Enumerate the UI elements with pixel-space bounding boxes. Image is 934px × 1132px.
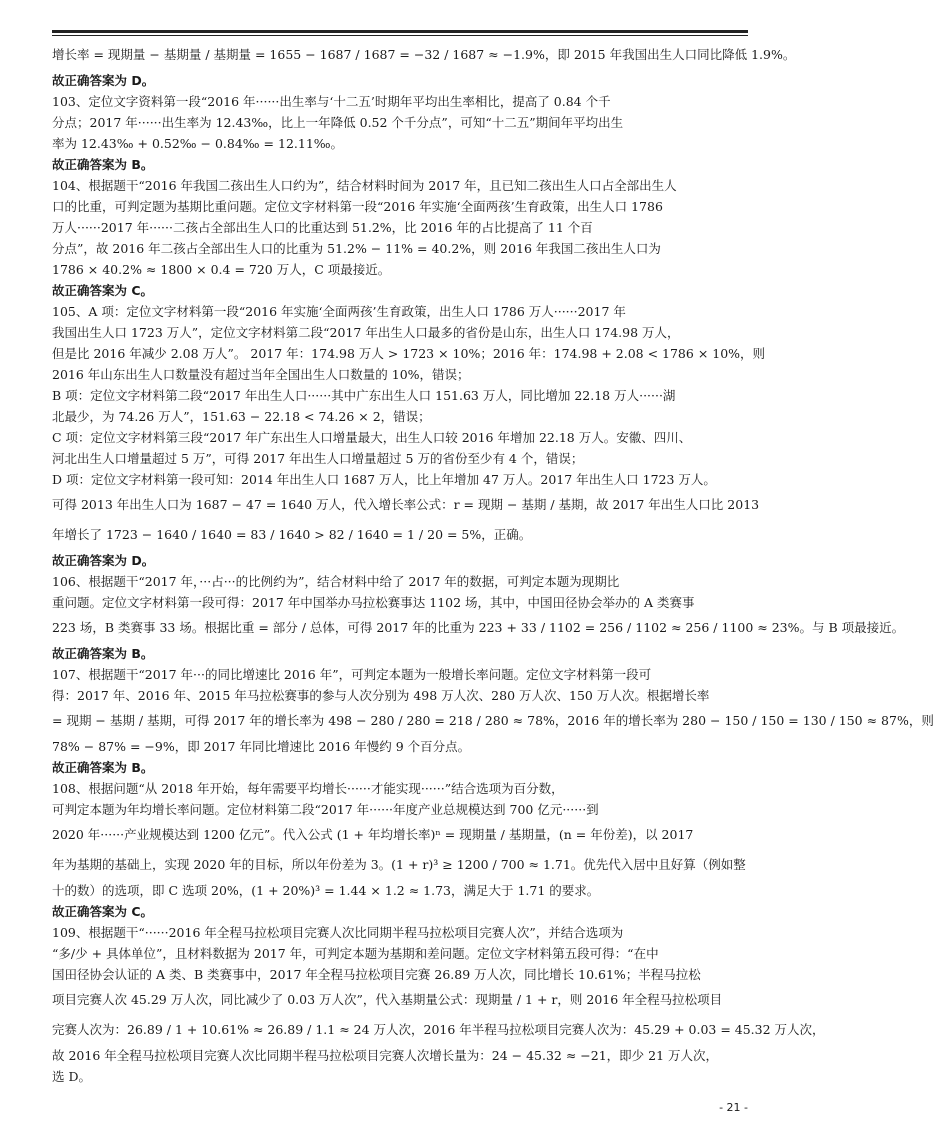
text-line: “多/少 + 具体单位”，且材料数据为 2017 年，可判定本题为基期和差问题。定位文字材料第五段可得：“在中 [52,946,659,961]
page-number: - 21 - [719,1101,748,1114]
formula-line: 增长率 = 现期量 − 基期量 / 基期量 = 1655 − 1687 / 1687 = −32 / 1687 ≈ −1.9%，即 2015 年我国出生人口同比降低 1.9%。 [52,47,796,62]
formula-line: 223 场，B 类赛事 33 场。根据比重 = 部分 / 总体，可得 2017 年的比重为 223 + 33 / 1102 = 256 / 1102 ≈ 256 / 1100 ≈ 23%。与 B 项最接近。 [52,620,905,635]
text-line: 但是比 2016 年减少 2.08 万人”。 2017 年：174.98 万人 > 1723 × 10%；2016 年：174.98 + 2.08 < 1786 × 10%，则 [52,346,766,361]
formula-line: 年为基期的基础上，实现 2020 年的目标，所以年份差为 3。(1 + r)³ ≥ 1200 / 700 ≈ 1.71。优先代入居中且好算（例如整 [52,857,746,872]
text-line: 我国出生人口 1723 万人”，定位文字材料第二段“2017 年出生人口最多的省份是山东，出生人口 174.98 万人， [52,325,680,340]
text-line: 1786 × 40.2% ≈ 1800 × 0.4 = 720 万人，C 项最接近。 [52,262,391,277]
text-line: 103、定位文字资料第一段“2016 年······出生率与‘十二五’时期年平均出生率相比，提高了 0.84 个千 [52,94,611,109]
answer-line: 故正确答案为 C。 [52,283,154,298]
text-line: 故 2016 年全程马拉松项目完赛人次比同期半程马拉松项目完赛人次增长量为：24 − 45.32 ≈ −21，即少 21 万人次， [52,1048,719,1063]
answer-line: 故正确答案为 B。 [52,760,154,775]
formula-line: 年增长了 1723 − 1640 / 1640 = 83 / 1640 > 82 / 1640 = 1 / 20 = 5%，正确。 [52,527,532,542]
text-line: 108、根据问题“从 2018 年开始，每年需要平均增长······才能实现······”结合选项为百分数， [52,781,564,796]
answer-line: 故正确答案为 D。 [52,73,155,88]
text-line: 河北出生人口增量超过 5 万”，可得 2017 年出生人口增量超过 5 万的省份至少有 4 个，错误； [52,451,584,466]
formula-line: 2020 年······产业规模达到 1200 亿元”。代入公式 (1 + 年均增长率)ⁿ = 现期量 / 基期量，(n = 年份差)，以 2017 [52,827,694,842]
text-line: 105、A 项：定位文字材料第一段“2016 年实施‘全面两孩’生育政策，出生人口 1786 万人······2017 年 [52,304,626,319]
text-line: 口的比重，可判定题为基期比重问题。定位文字材料第一段“2016 年实施‘全面两孩’生育政策，出生人口 1786 [52,199,663,214]
formula-line: = 现期 − 基期 / 基期，可得 2017 年的增长率为 498 − 280 / 280 = 218 / 280 ≈ 78%，2016 年的增长率为 280 − 150 / 150 = 130 / 150 ≈ 87%，则 [52,713,934,728]
text-line: B 项：定位文字材料第二段“2017 年出生人口······其中广东出生人口 151.63 万人，同比增加 22.18 万人······湖 [52,388,676,403]
answer-line: 故正确答案为 B。 [52,157,154,172]
text-line: 分点；2017 年······出生率为 12.43‰，比上一年降低 0.52 个千分点”，可知“十二五”期间年平均出生 [52,115,624,130]
formula-line: 完赛人次为：26.89 / 1 + 10.61% ≈ 26.89 / 1.1 ≈ 24 万人次，2016 年半程马拉松项目完赛人次为：45.29 + 0.03 = 45.32 万人次， [52,1022,825,1037]
text-line: 106、根据题干“2017 年，···占···的比例约为”，结合材料中给了 2017 年的数据，可判定本题为现期比 [52,574,620,589]
text-line: 十的数）的选项，即 C 选项 20%，(1 + 20%)³ = 1.44 × 1.2 ≈ 1.73，满足大于 1.71 的要求。 [52,883,600,898]
header-rule-thick [52,30,748,33]
text-line: 国田径协会认证的 A 类、B 类赛事中，2017 年全程马拉松项目完赛 26.89 万人次，同比增长 10.61%；半程马拉松 [52,967,701,982]
formula-line: 项目完赛人次 45.29 万人次，同比减少了 0.03 万人次”，代入基期量公式：现期量 / 1 + r，则 2016 年全程马拉松项目 [52,992,723,1007]
text-line: 率为 12.43‰ + 0.52‰ − 0.84‰ = 12.11‰。 [52,136,344,151]
text-line: 78% − 87% = −9%，即 2017 年同比增速比 2016 年慢约 9 个百分点。 [52,739,471,754]
answer-line: 故正确答案为 B。 [52,646,154,661]
text-line: 可判定本题为年均增长率问题。定位材料第二段“2017 年······年度产业总规模达到 700 亿元······到 [52,802,599,817]
text-line: 得：2017 年、2016 年、2015 年马拉松赛事的参与人次分别为 498 万人次、280 万人次、150 万人次。根据增长率 [52,688,710,703]
text-line: 万人······2017 年······二孩占全部出生人口的比重达到 51.2%，比 2016 年的占比提高了 11 个百 [52,220,593,235]
text-line: 分点”，故 2016 年二孩占全部出生人口的比重为 51.2% − 11% = 40.2%，则 2016 年我国二孩出生人口为 [52,241,661,256]
text-line: 104、根据题干“2016 年我国二孩出生人口约为”，结合材料时间为 2017 年，且已知二孩出生人口占全部出生人 [52,178,677,193]
text-line: 北最少，为 74.26 万人”，151.63 − 22.18 < 74.26 × 2，错误； [52,409,431,424]
header-rule-thin [52,35,748,36]
text-line: 109、根据题干“······2016 年全程马拉松项目完赛人次比同期半程马拉松项目完赛人次”，并结合选项为 [52,925,624,940]
answer-line: 故正确答案为 D。 [52,553,155,568]
document-body [52,40,934,1087]
answer-line: 故正确答案为 C。 [52,904,154,919]
text-line: 重问题。定位文字材料第一段可得：2017 年中国举办马拉松赛事达 1102 场，其中，中国田径协会举办的 A 类赛事 [52,595,695,610]
text-line: 2016 年山东出生人口数量没有超过当年全国出生人口数量的 10%，错误； [52,367,470,382]
text-line: 选 D。 [52,1069,91,1084]
formula-line: 可得 2013 年出生人口为 1687 − 47 = 1640 万人，代入增长率公式：r = 现期 − 基期 / 基期，故 2017 年出生人口比 2013 [52,497,760,512]
text-line: C 项：定位文字材料第三段“2017 年广东出生人口增量最大，出生人口较 2016 年增加 22.18 万人。安徽、四川、 [52,430,692,445]
text-line: 107、根据题干“2017 年···的同比增速比 2016 年”，可判定本题为一般增长率问题。定位文字材料第一段可 [52,667,652,682]
text-line: D 项：定位文字材料第一段可知：2014 年出生人口 1687 万人，比上年增加 47 万人。2017 年出生人口 1723 万人。 [52,472,716,487]
